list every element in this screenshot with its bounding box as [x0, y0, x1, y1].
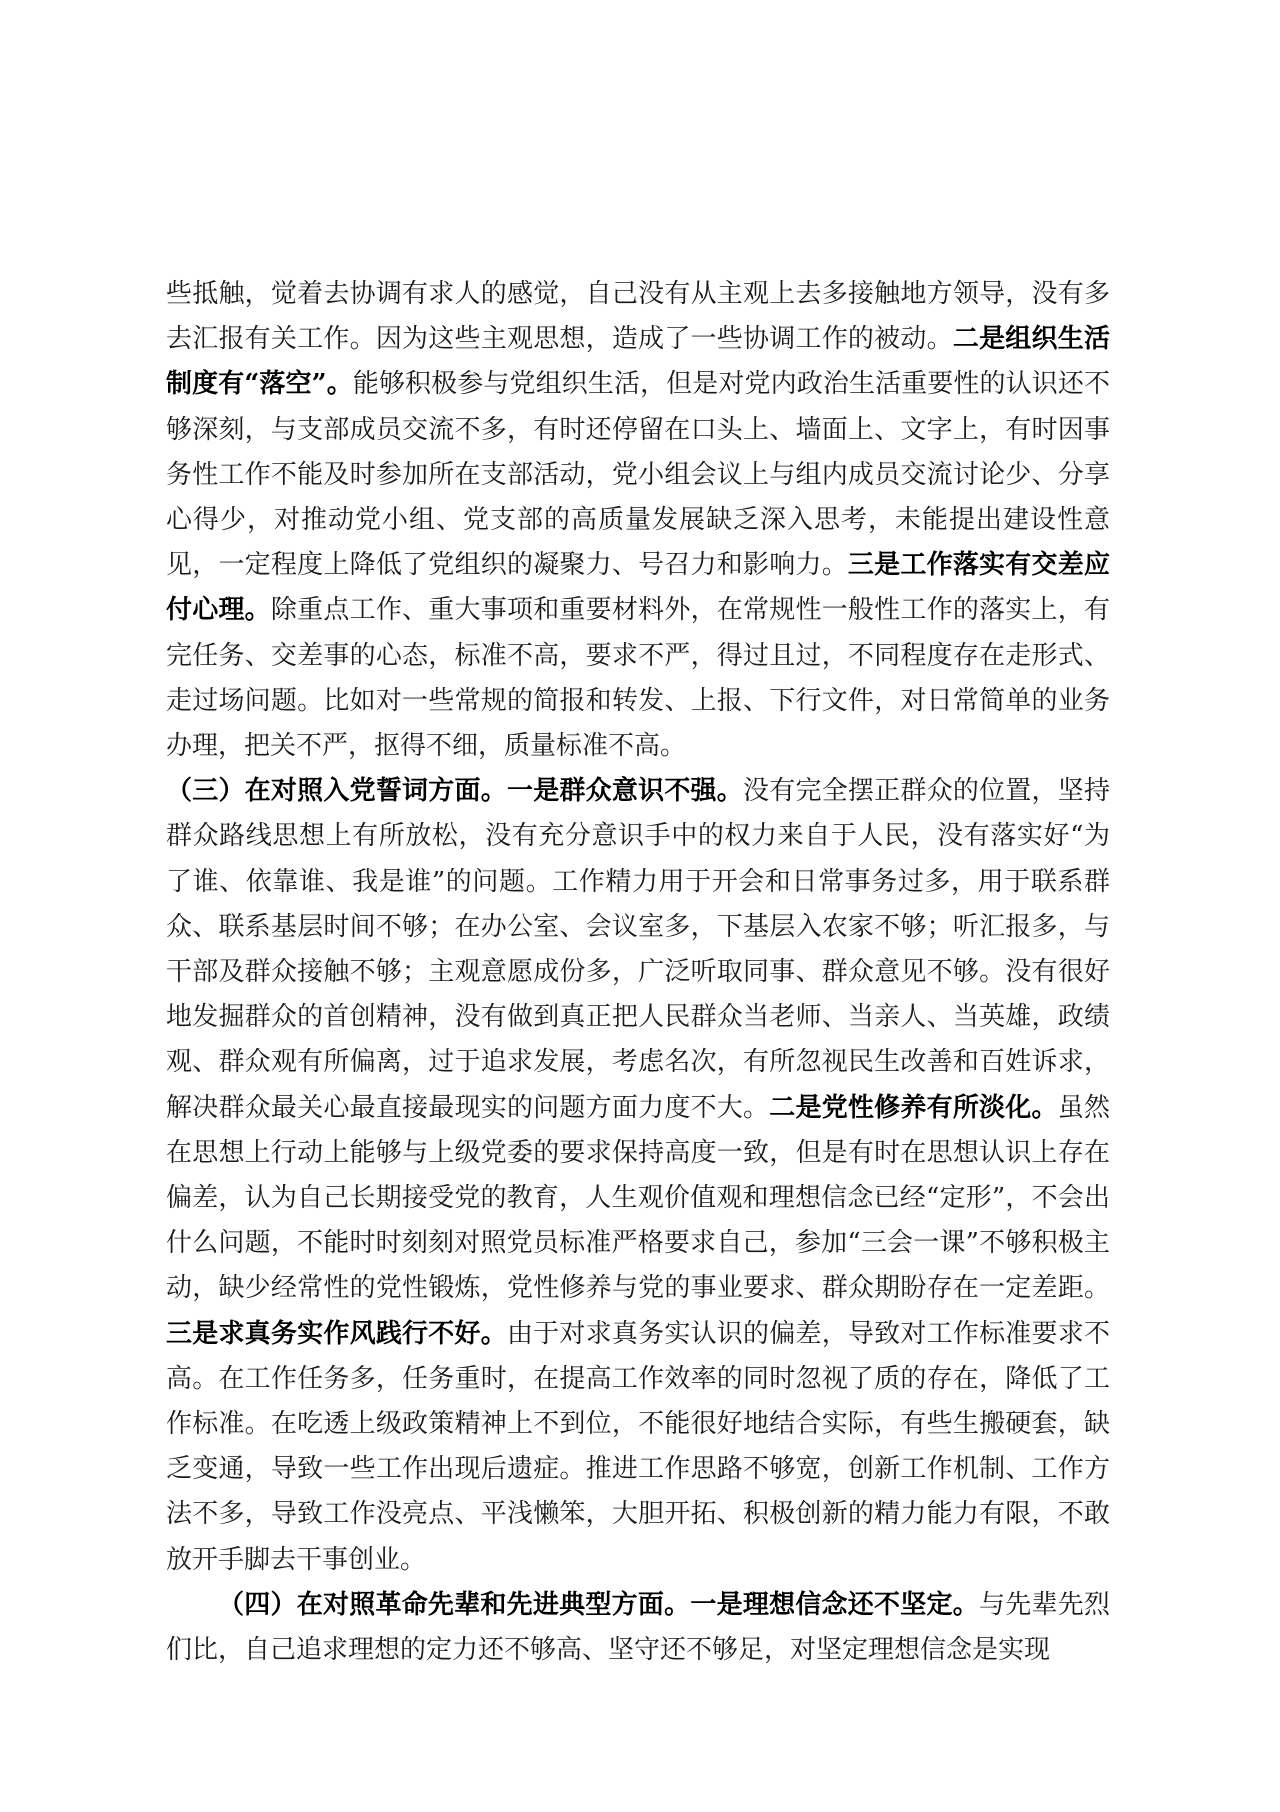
text-run: 没有完全摆正群众的位置，坚持群众路线思想上有所放松，没有充分意识手中的权力来自于人民，没有落实好“为了谁、依靠谁、我是谁”的问题。工作精力用于开会和日常事务过多，用于联系群众、联系基层时间不够；在办公室、会议室多，下基层入农家不够；听汇报多，与干部及群众接触不够；主观意愿成份多，广泛听取同事、群众意见不够。没有很好地发掘群众的首创精神，没有做到真正把人民群众当老师、当亲人、当英雄，政绩观、群众观有所偏离，过于追求发展，考虑名次，有所忽视民生改善和百姓诉求，解决群众最关心最直接最现实的问题方面力度不大。: [166, 776, 1110, 1123]
text-run: 些抵触，觉着去协调有求人的感觉，自己没有从主观上去多接触地方领导，没有多去汇报有关工作。因为这些主观思想，造成了一些协调工作的被动。: [166, 279, 1110, 355]
paragraph-party-oath: [166, 769, 1110, 1583]
bold-heading-run: 二是党性修养有所淡化。: [769, 1092, 1058, 1123]
bold-heading-run: 三是求真务实作风践行不好。: [166, 1318, 507, 1349]
section-heading-run: （三）在对照入党誓词方面。一是群众意识不强。: [166, 776, 744, 807]
text-run: 由于对求真务实认识的偏差，导致对工作标准要求不高。在工作任务多，任务重时，在提高工作效率的同时忽视了质的存在，降低了工作标准。在吃透上级政策精神上不到位，不能很好地结合实际，有些生搬硬套，缺乏变通，导致一些工作出现后遗症。推进工作思路不够宽，创新工作机制、工作方法不多，导致工作没亮点、平浅懒笨，大胆开拓、积极创新的精力能力有限，不敢放开手脚去干事创业。: [166, 1318, 1110, 1575]
bold-heading-run: 二是组织生活制度有“落空”。: [166, 324, 1110, 400]
section-heading-run: （四）在对照革命先辈和先进典型方面。一是理想信念还不坚定。: [218, 1589, 980, 1620]
text-run: 虽然在思想上行动上能够与上级党委的要求保持高度一致，但是有时在思想认识上存在偏差，认为自己长期接受党的教育，人生观价值观和理想信念已经“定形”，不会出什么问题，不能时时刻刻对照党员标准严格要求自己，参加“三会一课”不够积极主动，缺少经常性的党性锻炼，党性修养与党的事业要求、群众期盼存在一定差距。: [166, 1092, 1110, 1304]
text-run: 能够积极参与党组织生活，但是对党内政治生活重要性的认识还不够深刻，与支部成员交流不多，有时还停留在口头上、墙面上、文字上，有时因事务性工作不能及时参加所在支部活动，党小组会议上与组内成员交流讨论少、分享心得少，对推动党小组、党支部的高质量发展缺乏深入思考，未能提出建设性意见，一定程度上降低了党组织的凝聚力、号召力和影响力。: [166, 369, 1110, 581]
text-run: 除重点工作、重大事项和重要材料外，在常规性一般性工作的落实上，有完任务、交差事的心态，标准不高，要求不严，得过且过，不同程度存在走形式、走过场问题。比如对一些常规的简报和转发、上报、下行文件，对日常简单的业务办理，把关不严，抠得不细，质量标准不高。: [166, 595, 1110, 762]
text-run: 与先辈先烈们比，自己追求理想的定力还不够高、坚守还不够足，对坚定理想信念是实现: [166, 1589, 1110, 1666]
paragraph-revolutionary-predecessors: [166, 1583, 1110, 1673]
bold-heading-run: 三是工作落实有交差应付心理。: [166, 550, 1110, 626]
document-page: [166, 272, 1110, 1673]
paragraph-organization-life: [166, 272, 1110, 769]
